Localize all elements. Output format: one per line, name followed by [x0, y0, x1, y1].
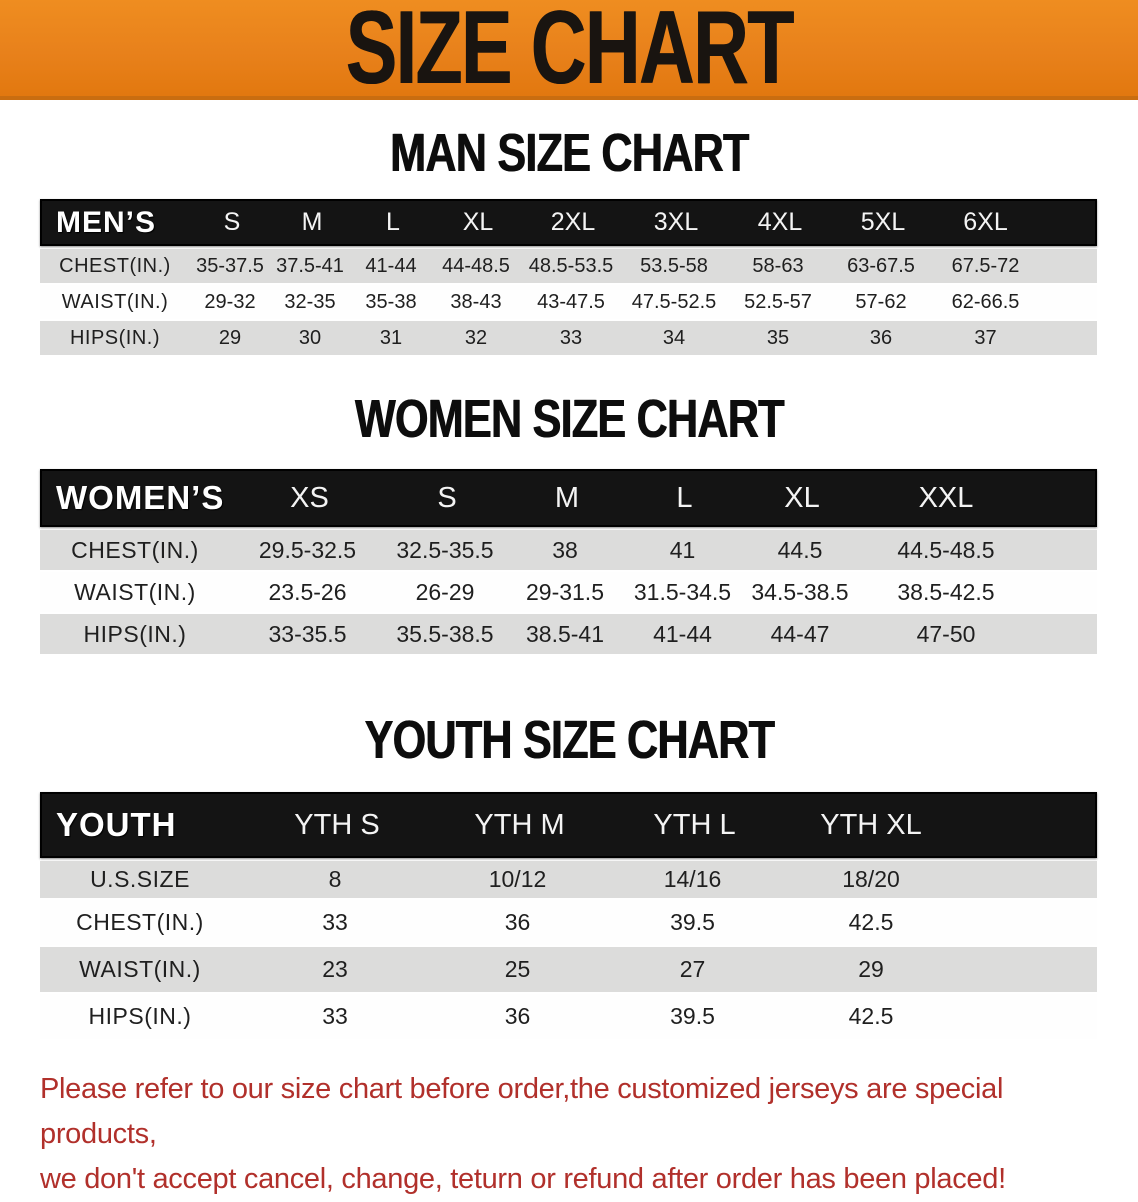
table-row: [40, 947, 1097, 994]
value-cell: 34.5-38.5: [751, 578, 849, 605]
value-cell: 23.5-26: [268, 578, 347, 605]
value-cell: 38: [552, 536, 578, 563]
value-cell: 38.5-41: [525, 620, 604, 647]
header-size-cell: S: [223, 208, 241, 236]
header-size-cell: M: [301, 208, 323, 236]
value-cell: 14/16: [663, 866, 722, 892]
men-table-header-row: [40, 199, 1097, 246]
header-label-cell: MEN’S: [56, 205, 157, 239]
header-size-cell: YTH M: [474, 808, 565, 841]
table-row: [40, 614, 1097, 656]
header-size-cell: YTH S: [294, 808, 380, 841]
size-chart-banner: [0, 0, 1138, 106]
header-size-cell: XL: [462, 208, 494, 236]
header-size-cell: YTH L: [653, 808, 736, 841]
youth-table-body: [40, 861, 1097, 1041]
row-label-cell: HIPS(IN.): [83, 620, 187, 647]
value-cell: 29: [218, 326, 242, 349]
value-cell: 44.5: [777, 536, 823, 563]
header-label-cell: YOUTH: [56, 806, 177, 843]
value-cell: 43-47.5: [537, 290, 605, 313]
row-label-cell: CHEST(IN.): [71, 536, 199, 563]
value-cell: 10/12: [488, 866, 547, 892]
men-size-table: [40, 199, 1097, 357]
value-cell: 36: [504, 1003, 531, 1029]
value-cell: 42.5: [848, 909, 894, 935]
disclaimer-line-1: Please refer to our size chart before order,the customized jerseys are special products,: [40, 1073, 1004, 1150]
man-section-heading: MAN SIZE CHART: [389, 123, 749, 183]
value-cell: 63-67.5: [847, 254, 915, 277]
value-cell: 32-35: [284, 290, 336, 313]
table-row: [40, 285, 1097, 321]
value-cell: 8: [328, 866, 342, 892]
value-cell: 47-50: [916, 620, 976, 647]
banner-title: SIZE CHART: [345, 0, 793, 106]
value-cell: 47.5-52.5: [631, 290, 717, 313]
women-table-body: [40, 530, 1097, 656]
value-cell: 34: [662, 326, 686, 349]
men-table-body: [40, 249, 1097, 357]
header-size-cell: 3XL: [653, 208, 699, 236]
value-cell: 44-47: [770, 620, 830, 647]
youth-section-heading: YOUTH SIZE CHART: [364, 710, 774, 770]
row-label-cell: HIPS(IN.): [88, 1003, 192, 1029]
header-size-cell: 4XL: [757, 208, 803, 236]
value-cell: 35.5-38.5: [396, 620, 494, 647]
value-cell: 62-66.5: [951, 290, 1020, 313]
header-size-cell: S: [437, 481, 457, 514]
value-cell: 37: [974, 326, 997, 349]
value-cell: 35: [766, 326, 790, 349]
women-table-header-row: [40, 469, 1097, 527]
row-label-cell: WAIST(IN.): [79, 956, 201, 982]
value-cell: 41: [669, 536, 696, 563]
value-cell: 29.5-32.5: [258, 536, 357, 563]
header-size-cell: M: [554, 481, 580, 514]
value-cell: 35-37.5: [196, 254, 264, 277]
table-row: [40, 321, 1097, 357]
value-cell: 52.5-57: [744, 290, 812, 313]
row-label-cell: WAIST(IN.): [61, 290, 169, 313]
women-size-table: [40, 469, 1097, 656]
value-cell: 39.5: [670, 1003, 715, 1029]
value-cell: 26-29: [415, 578, 475, 605]
row-label-cell: U.S.SIZE: [90, 866, 190, 892]
value-cell: 30: [298, 326, 322, 349]
value-cell: 41-44: [653, 620, 712, 647]
header-label-cell: WOMEN’S: [56, 479, 225, 516]
women-section-heading: WOMEN SIZE CHART: [354, 389, 784, 449]
value-cell: 33: [559, 326, 583, 349]
value-cell: 33: [322, 909, 348, 935]
header-size-cell: 6XL: [963, 208, 1008, 236]
table-row: [40, 994, 1097, 1041]
header-size-cell: YTH XL: [820, 808, 922, 841]
table-row: [40, 861, 1097, 900]
value-cell: 41-44: [365, 254, 417, 277]
table-row: [40, 900, 1097, 947]
value-cell: 38-43: [450, 290, 502, 313]
table-row: [40, 249, 1097, 285]
value-cell: 29: [858, 956, 884, 982]
header-size-cell: L: [386, 208, 400, 236]
value-cell: 25: [504, 956, 531, 982]
value-cell: 44.5-48.5: [897, 536, 995, 563]
value-cell: 67.5-72: [951, 254, 1020, 277]
value-cell: 31: [379, 326, 403, 349]
disclaimer-line-2: we don't accept cancel, change, teturn or refund after order has been placed!: [40, 1163, 1006, 1195]
header-size-cell: XS: [290, 481, 329, 514]
value-cell: 32: [464, 326, 488, 349]
value-cell: 38.5-42.5: [897, 578, 995, 605]
value-cell: 53.5-58: [640, 254, 708, 277]
value-cell: 29-32: [204, 290, 256, 313]
value-cell: 36: [869, 326, 893, 349]
value-cell: 48.5-53.5: [528, 254, 614, 277]
value-cell: 31.5-34.5: [633, 578, 732, 605]
header-size-cell: XL: [784, 481, 820, 514]
youth-size-table: [40, 792, 1097, 1041]
row-label-cell: CHEST(IN.): [76, 909, 204, 935]
youth-table-header-row: [40, 792, 1097, 858]
value-cell: 33: [322, 1003, 348, 1029]
row-label-cell: WAIST(IN.): [74, 578, 196, 605]
value-cell: 37.5-41: [276, 254, 344, 277]
value-cell: 33-35.5: [268, 620, 347, 647]
value-cell: 27: [679, 956, 706, 982]
value-cell: 32.5-35.5: [396, 536, 494, 563]
row-label-cell: CHEST(IN.): [59, 254, 171, 277]
value-cell: 42.5: [848, 1003, 894, 1029]
value-cell: 35-38: [365, 290, 417, 313]
table-row: [40, 530, 1097, 572]
header-size-cell: L: [676, 481, 693, 514]
value-cell: 57-62: [855, 290, 907, 313]
table-row: [40, 572, 1097, 614]
value-cell: 29-31.5: [525, 578, 604, 605]
value-cell: 23: [322, 956, 348, 982]
value-cell: 39.5: [670, 909, 715, 935]
header-size-cell: 5XL: [860, 208, 906, 236]
value-cell: 44-48.5: [442, 254, 510, 277]
row-label-cell: HIPS(IN.): [69, 326, 161, 349]
value-cell: 18/20: [842, 866, 900, 892]
header-size-cell: 2XL: [550, 208, 596, 236]
disclaimer-text: [40, 1067, 1118, 1202]
value-cell: 58-63: [752, 254, 804, 277]
header-size-cell: XXL: [918, 481, 974, 514]
value-cell: 36: [504, 909, 531, 935]
